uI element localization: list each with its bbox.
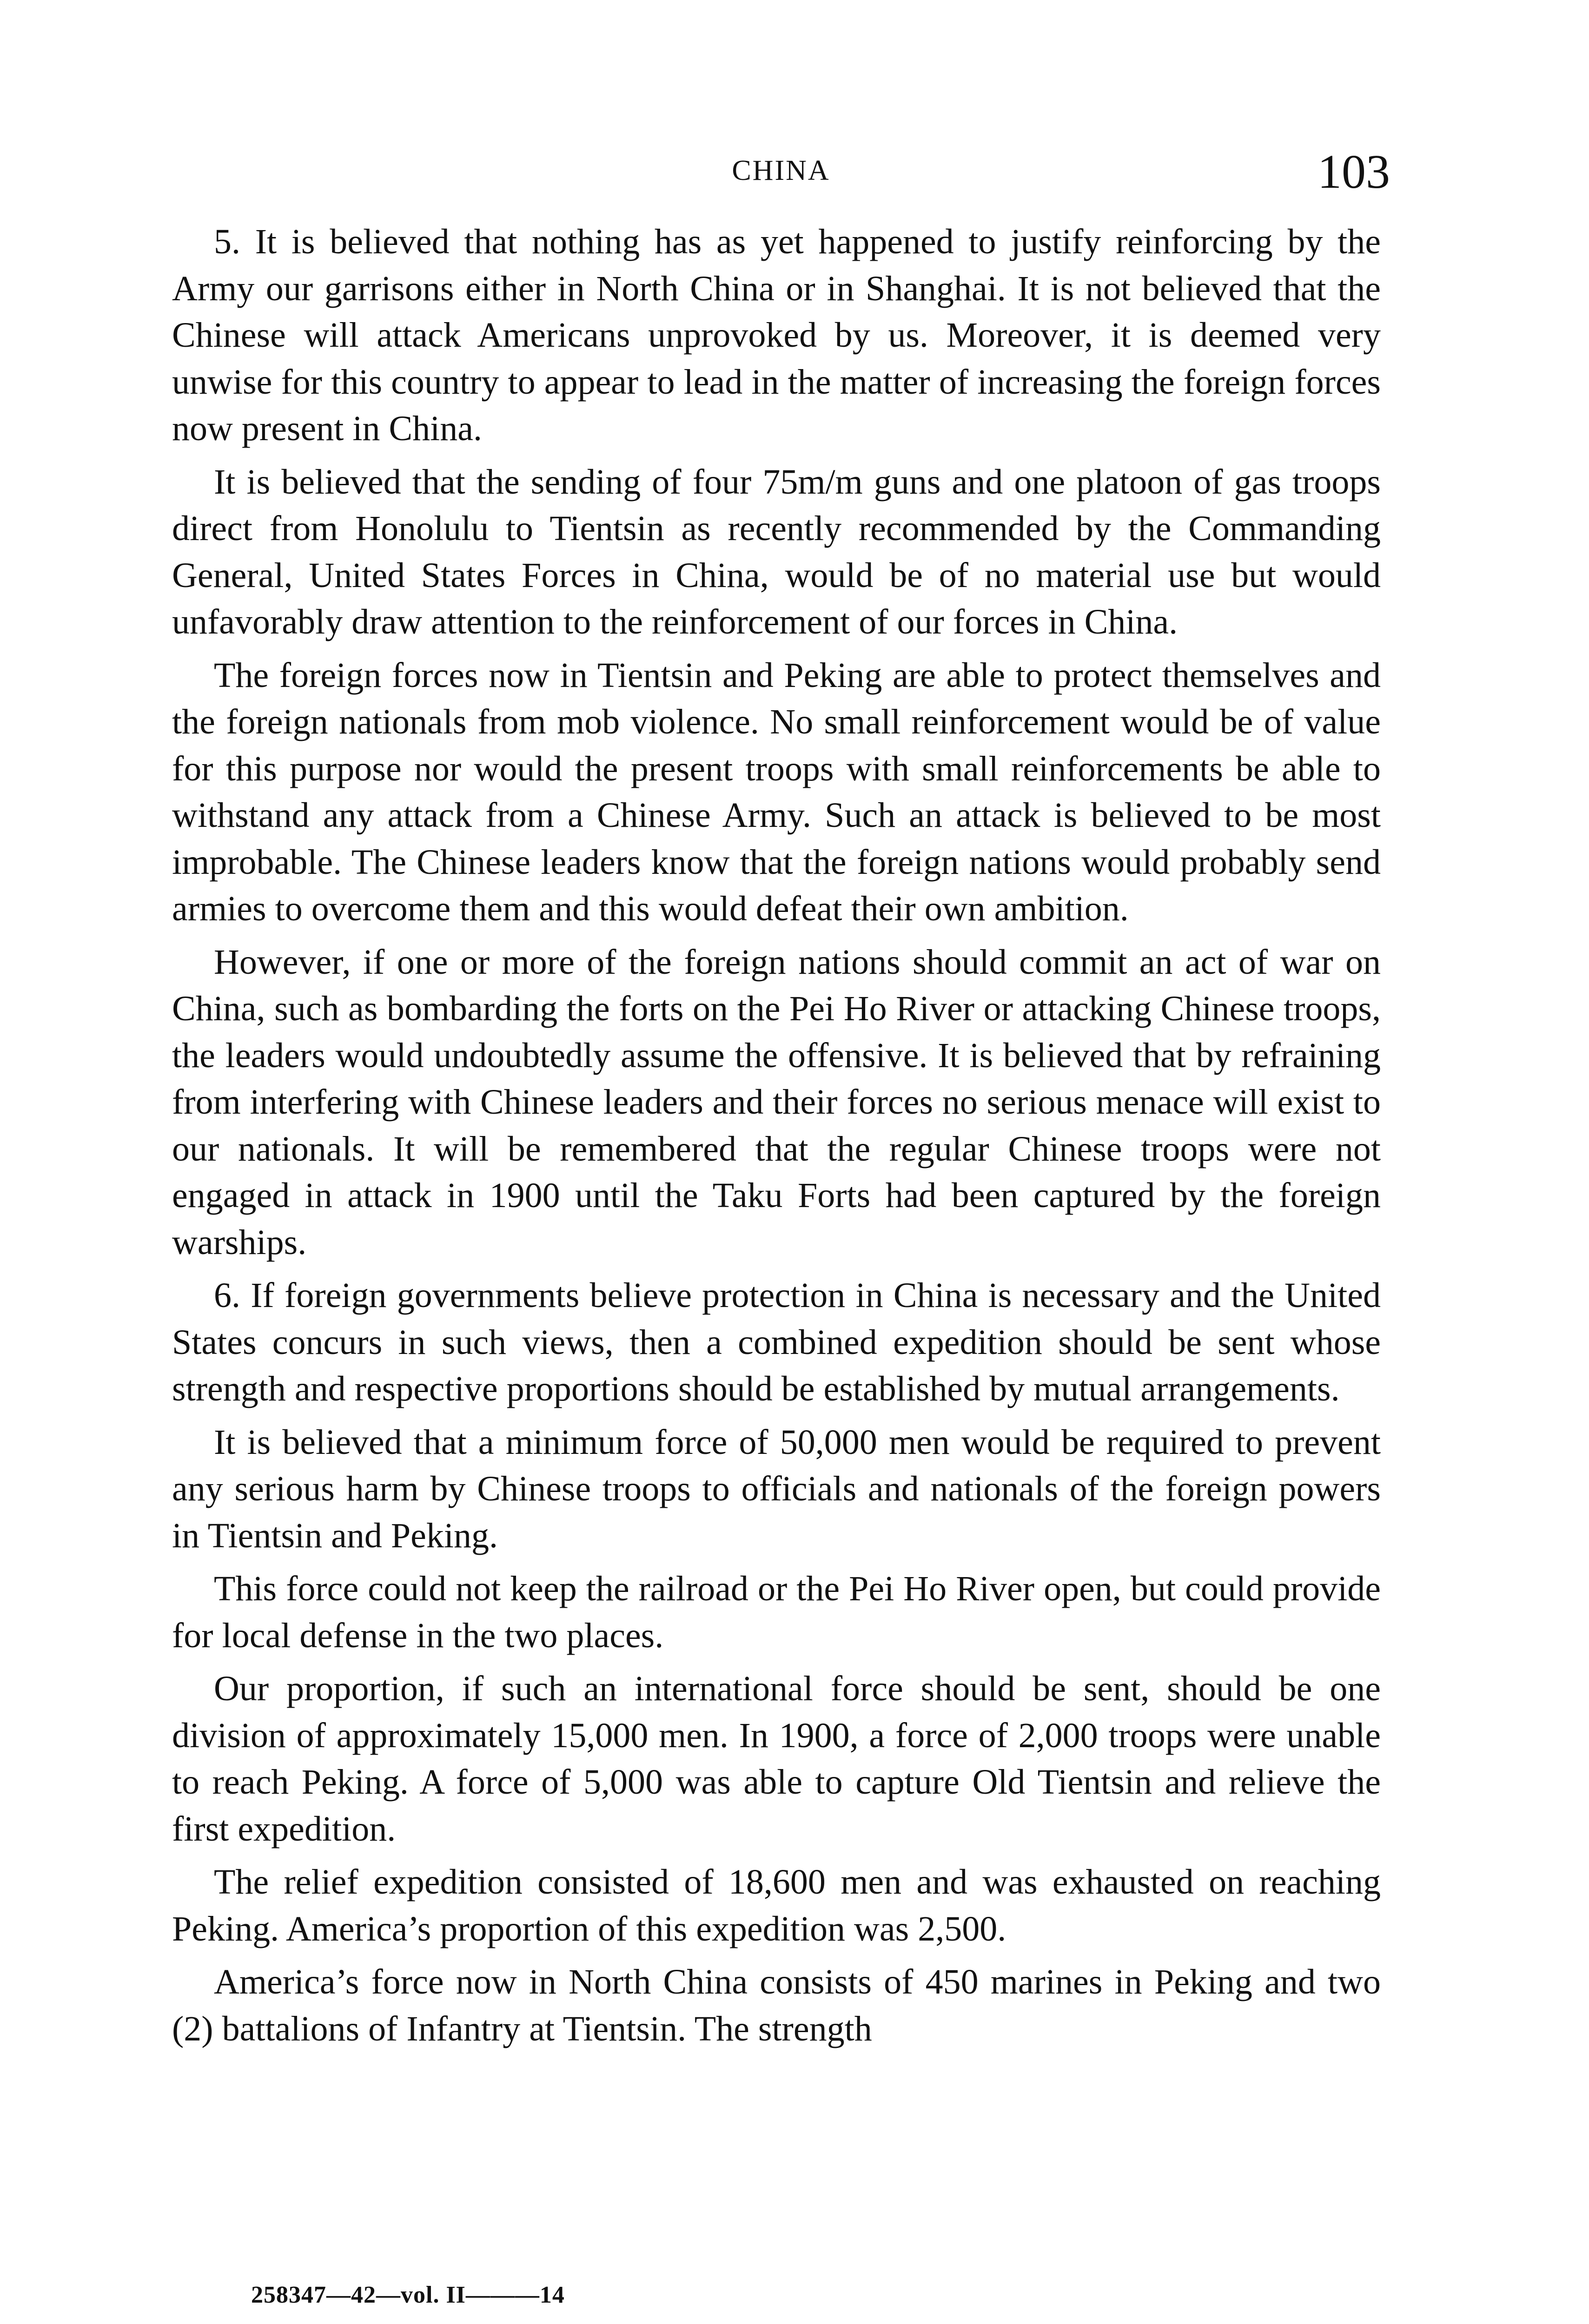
paragraph: However, if one or more of the foreign nations should commit an act of war on China, such as bombarding the forts on the Pei Ho River or attacking Chinese troops, the leaders would undoubtedly assume the offensive. It is believed that by refraining from interfering with Chinese leaders and their forces no serious menace will exist to our nationals. It will be remembered that the regular Chinese troops were not engaged in attack in 1900 until the Taku Forts had been captured by the foreign warships.	[172, 942, 1381, 1262]
body-text	[172, 218, 1381, 2059]
paragraph: It is believed that a minimum force of 50,000 men would be required to prevent any serious harm by Chinese troops to officials and nationals of the foreign powers in Tientsin and Peking.	[172, 1422, 1381, 1555]
page-number: 103	[1318, 145, 1390, 198]
running-title: CHINA	[732, 155, 830, 186]
paragraph: This force could not keep the railroad or the Pei Ho River open, but could provide for local defense in the two places.	[172, 1569, 1381, 1655]
paragraph: America’s force now in North China consists of 450 marines in Peking and two (2) battalions of Infantry at Tientsin. The strength	[172, 1962, 1381, 2048]
paragraph: 5. It is believed that nothing has as yet happened to justify reinforcing by the Army our garrisons either in North China or in Shanghai. It is not believed that the Chinese will attack Americans unprovoked by us. Moreover, it is deemed very unwise for this country to appear to lead in the matter of increasing the foreign forces now present in China.	[172, 222, 1381, 448]
paragraph: Our proportion, if such an international force should be sent, should be one division of approximately 15,000 men. In 1900, a force of 2,000 troops were unable to reach Peking. A force of 5,000 was able to capture Old Tientsin and relieve the first expedition.	[172, 1669, 1381, 1849]
paragraph: The relief expedition consisted of 18,600 men and was exhausted on reaching Peking. America’s proportion of this expedition was 2,500.	[172, 1862, 1381, 1948]
paragraph: The foreign forces now in Tientsin and Peking are able to protect themselves and the foreign nationals from mob violence. No small reinforcement would be of value for this purpose nor would the present troops with small reinforcements be able to withstand any attack from a Chinese Army. Such an attack is believed to be most improbable. The Chinese leaders know that the foreign nations would probably send armies to overcome them and this would defeat their own ambition.	[172, 655, 1381, 928]
paragraph: It is believed that the sending of four 75m/m guns and one platoon of gas troops direct from Honolulu to Tientsin as recently recommended by the Commanding General, United States Forces in China, would be of no material use but would unfavorably draw attention to the reinforcement of our forces in China.	[172, 462, 1381, 641]
footer-print-code: 258347—42—vol. II———14	[251, 2282, 565, 2308]
paragraph: 6. If foreign governments believe protection in China is necessary and the United States concurs in such views, then a combined expedition should be sent whose strength and respective proportions should be established by mutual arrangements.	[172, 1276, 1381, 1408]
page-header	[172, 144, 1390, 200]
